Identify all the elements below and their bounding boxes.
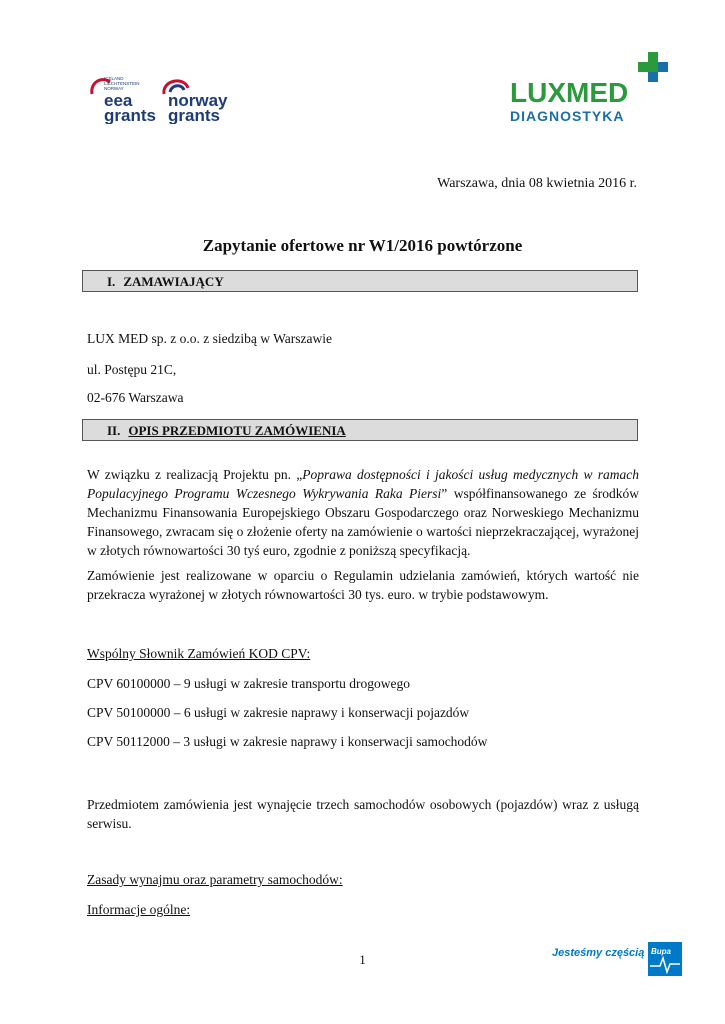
page-title: Zapytanie ofertowe nr W1/2016 powtórzone bbox=[202, 236, 523, 255]
section-number: II. bbox=[107, 423, 121, 438]
eea-small-line: NORWAY bbox=[104, 86, 124, 91]
address-line: 02-676 Warszawa bbox=[87, 390, 184, 405]
cpv-item: CPV 60100000 – 9 usługi w zakresie transportu drogowego bbox=[87, 676, 410, 691]
rules-heading: Zasady wynajmu oraz parametry samochodów: bbox=[87, 872, 343, 887]
section-title: ZAMAWIAJĄCY bbox=[123, 274, 224, 289]
cpv-heading: Wspólny Słownik Zamówień KOD CPV: bbox=[87, 646, 311, 661]
cpv-item: CPV 50112000 – 3 usługi w zakresie naprawy i konserwacji samochodów bbox=[87, 734, 488, 749]
luxmed-sub: DIAGNOSTYKA bbox=[510, 108, 625, 124]
eea-small-line: ICELAND bbox=[104, 76, 124, 81]
norway-grants-word: grants bbox=[168, 106, 220, 124]
section-heading-opis bbox=[82, 419, 638, 441]
section-title: OPIS PRZEDMIOTU ZAMÓWIENIA bbox=[128, 423, 346, 438]
norway-word: norway bbox=[168, 91, 228, 110]
eea-small-line: LIECHTENSTEIN bbox=[104, 81, 140, 86]
bupa-brand: Bupa bbox=[651, 947, 671, 956]
bupa-slogan: Jesteśmy częścią bbox=[552, 947, 645, 959]
intro-paragraph bbox=[87, 465, 639, 560]
eea-grants-word: grants bbox=[104, 106, 156, 124]
intro-text-start: W związku z realizacją Projektu pn. „ bbox=[87, 467, 303, 482]
eea-norway-grants-logo bbox=[88, 72, 238, 124]
luxmed-diagnostyka-logo bbox=[508, 50, 688, 126]
section-heading-zamawiajacy bbox=[82, 270, 638, 292]
project-name: Poprawa dostępności i jakości usług medycznych w ramach Populacyjnego Programu Wczesnego Wykrywania Raka Piersi bbox=[87, 467, 640, 501]
section-number: I. bbox=[107, 274, 116, 289]
address-line: LUX MED sp. z o.o. z siedzibą w Warszawie bbox=[87, 331, 332, 346]
intro-text-end: ” współfinansowanego ze środków Mechanizmu Finansowania Europejskiego Obszaru Gospodarczego oraz Norweskiego Mechanizmu Finansowego, zwracam się o złożenie oferty na zamówienie o wartości nieprzekraczającej, wyrażonej w złotych równowartości 30 tyś euro, zgodnie z poniższą specyfikacją. bbox=[87, 486, 639, 558]
page-number: 1 bbox=[359, 952, 366, 967]
cpv-item: CPV 50100000 – 6 usługi w zakresie naprawy i konserwacji pojazdów bbox=[87, 705, 470, 720]
regulation-paragraph: Zamówienie jest realizowane w oparciu o Regulamin udzielania zamówień, których wartość nie przekracza wyrażonej w złotych równowartości 30 tys. euro. w trybie podstawowym. bbox=[87, 568, 639, 602]
luxmed-brand: LUXMED bbox=[510, 77, 629, 108]
bupa-logo bbox=[552, 940, 688, 980]
subject-paragraph: Przedmiotem zamówienia jest wynajęcie trzech samochodów osobowych (pojazdów) wraz z usługą serwisu. bbox=[87, 797, 639, 831]
eea-word: eea bbox=[104, 91, 133, 110]
info-heading: Informacje ogólne: bbox=[87, 902, 191, 917]
document-date: Warszawa, dnia 08 kwietnia 2016 r. bbox=[437, 176, 637, 191]
address-line: ul. Postępu 21C, bbox=[87, 362, 177, 377]
